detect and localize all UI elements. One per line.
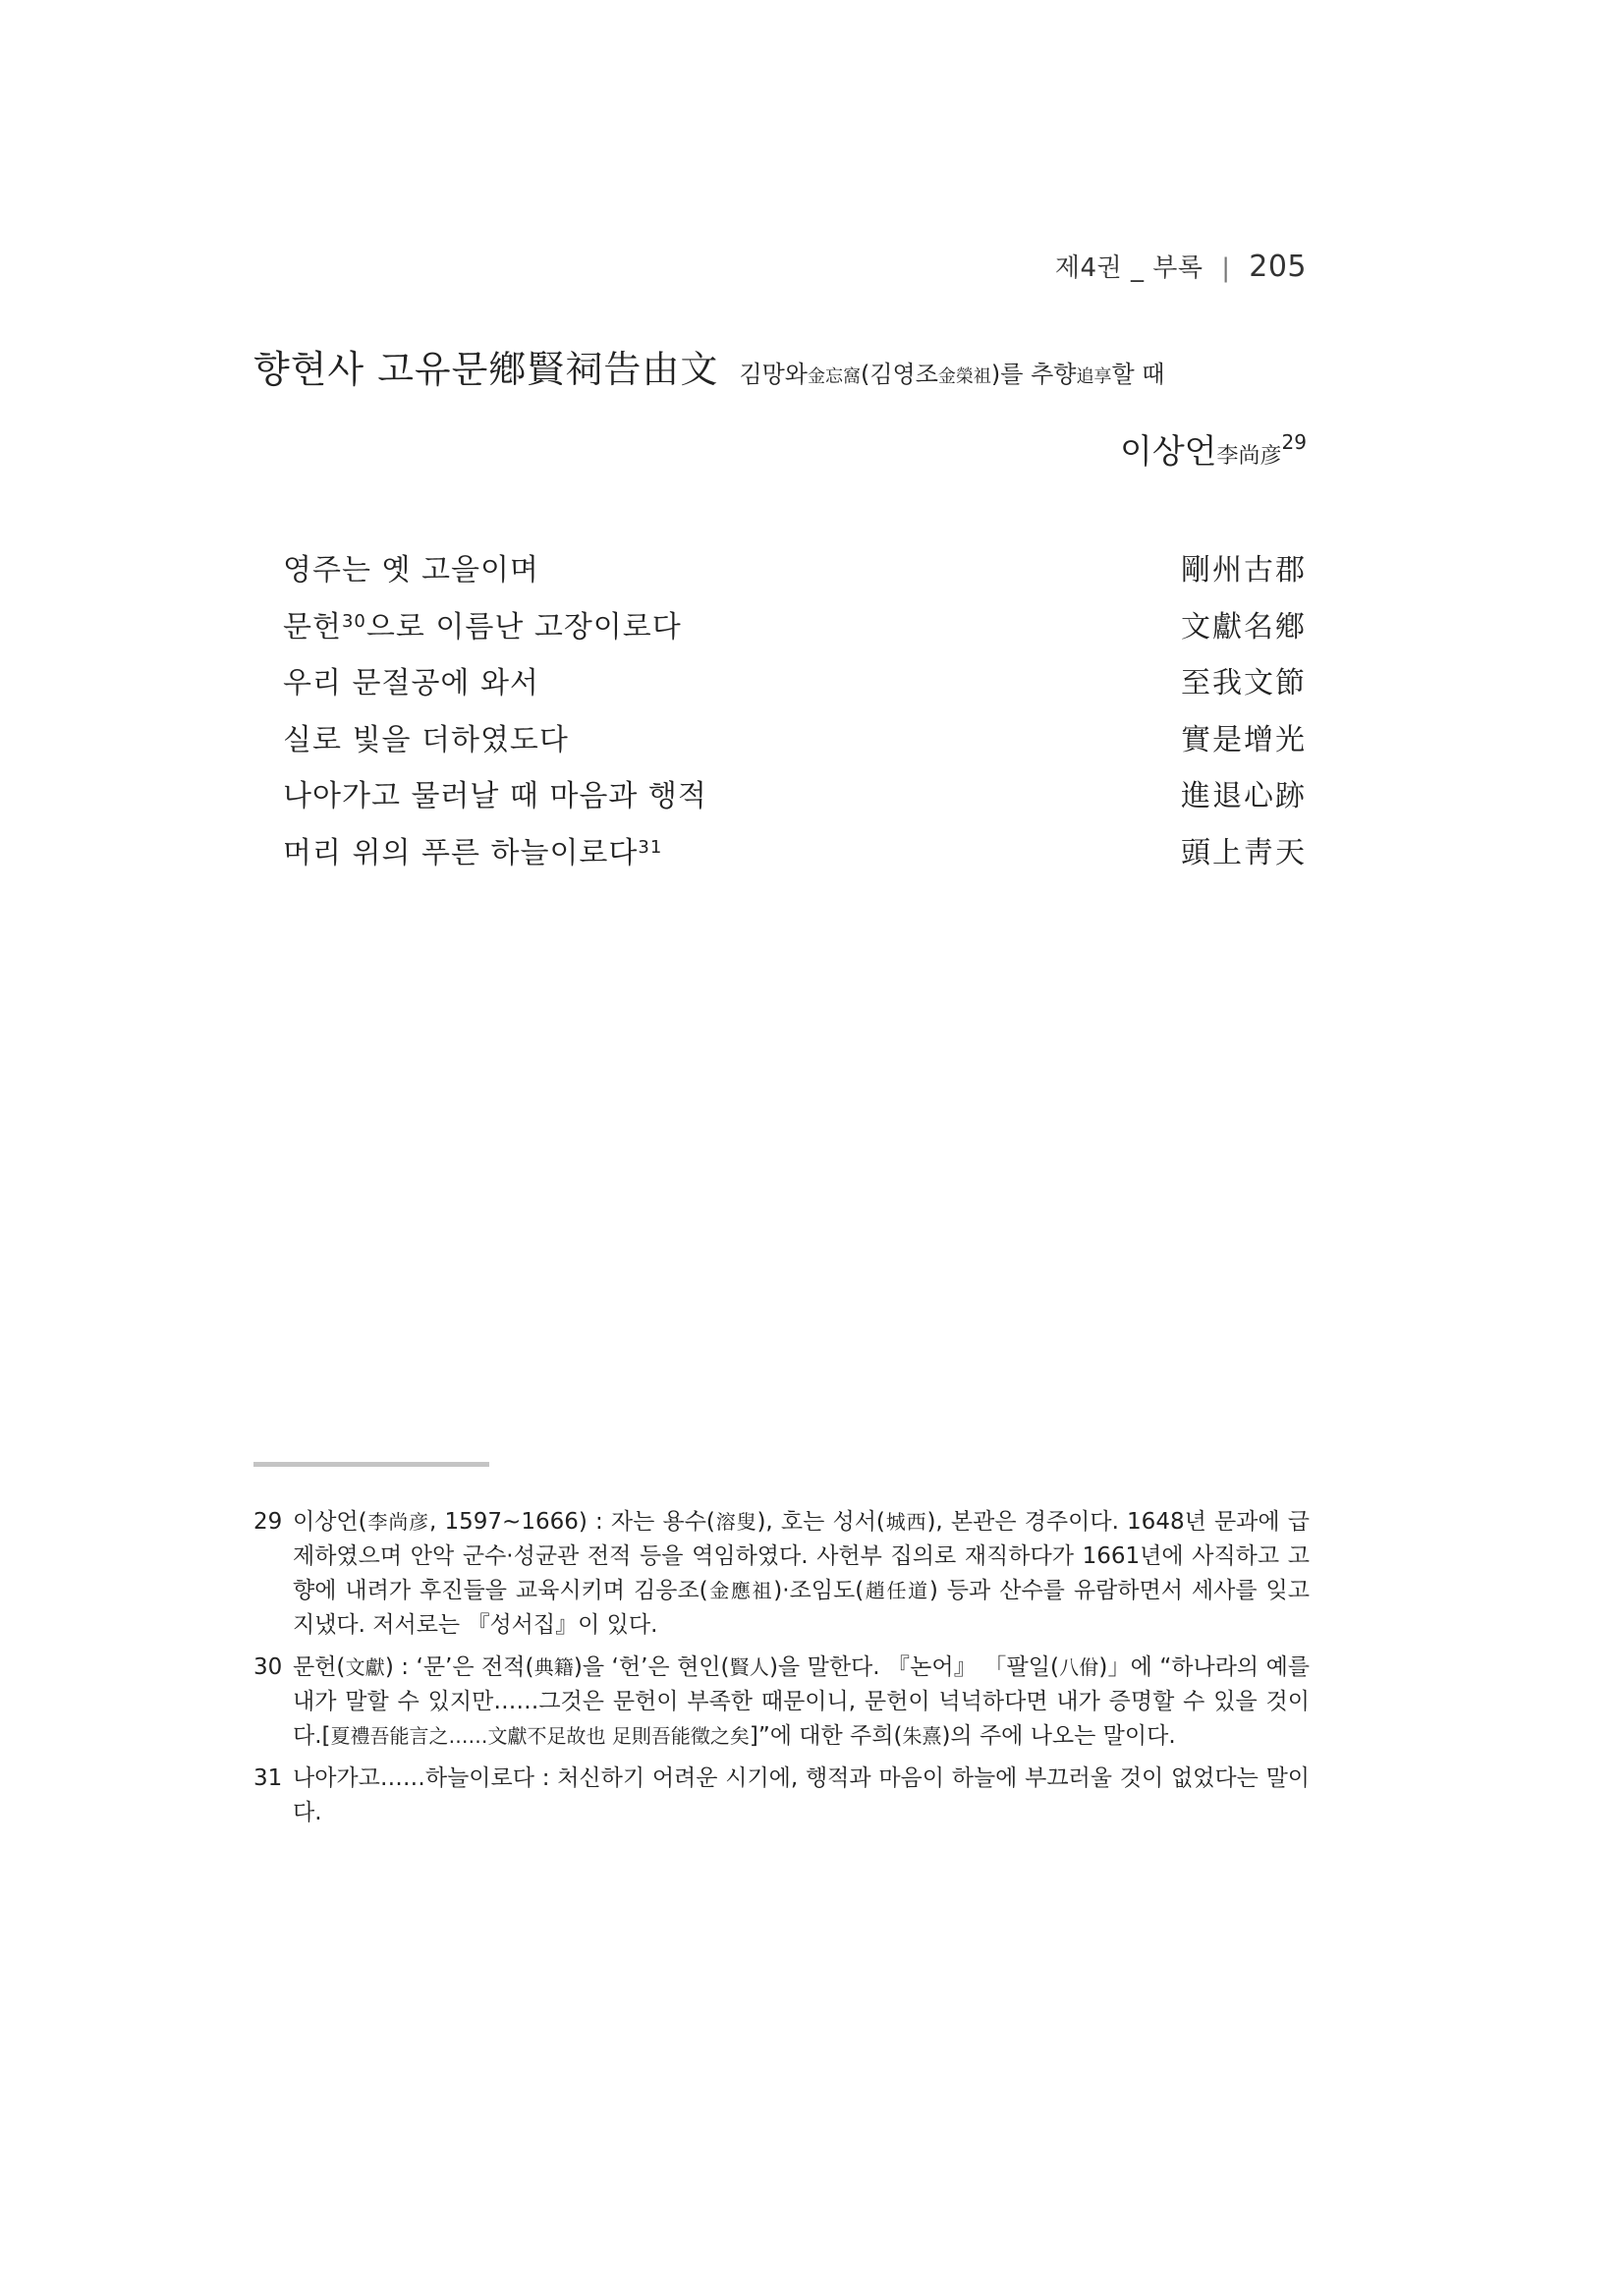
poem-hanja: 頭上靑天 [1181, 835, 1307, 870]
footnote-text: ) 등과 산수를 유람하면서 세사를 잊고 지냈다. 저서로는 『성서집』이 있다. [293, 1578, 1310, 1638]
footnote-text: )·조임도( [773, 1578, 865, 1603]
poem-text: 영주는 옛 고을이며 [283, 553, 539, 588]
poem-line [283, 602, 1307, 659]
footnote-number: 30 [253, 1654, 283, 1680]
footnotes [253, 1505, 1310, 1838]
title-hanja: 鄕賢祠告由文 [488, 348, 719, 391]
footnote-hanja: 賢人 [729, 1655, 769, 1679]
footnote-text: )의 주에 나오는 말이다. [941, 1723, 1176, 1749]
poem-line [283, 658, 1307, 715]
author-line [1120, 424, 1307, 473]
title-subtitle [739, 361, 1164, 388]
author-hanja: 李尚彦 [1216, 444, 1282, 469]
header-divider: | [1221, 253, 1231, 283]
section-label: _ 부록 [1130, 253, 1204, 283]
poem-korean [283, 771, 707, 814]
footnote-ref: 30 [341, 610, 366, 632]
footnote-29 [253, 1505, 1310, 1643]
poem-line [283, 771, 1307, 828]
poem-korean [283, 658, 539, 701]
footnote-hanja: 溶叟 [714, 1510, 757, 1534]
poem-hanja: 文獻名鄕 [1181, 609, 1307, 644]
subtitle-part: (김영조 [861, 361, 938, 388]
footnote-ref: 31 [638, 836, 663, 858]
running-header [1055, 248, 1307, 284]
footnote-number: 29 [253, 1509, 283, 1535]
footnote-hanja: 金應祖 [707, 1579, 774, 1602]
document-title [253, 339, 1315, 393]
poem-hanja: 剛州古郡 [1181, 553, 1307, 588]
footnote-text: )」에 “하나라의 예를 내가 말할 수 있지만……그것은 문헌이 부족한 때문이니, 문헌이 넉넉하다면 내가 증명할 수 있을 것이다.[ [293, 1654, 1311, 1749]
footnote-hanja: 八佾 [1058, 1655, 1099, 1679]
footnote-text: ), 호는 성서( [756, 1509, 885, 1535]
page-number: 205 [1249, 250, 1307, 284]
footnote-31 [253, 1762, 1310, 1830]
footnote-hanja: 文獻 [345, 1655, 385, 1679]
poem-hanja: 進退心跡 [1181, 779, 1307, 813]
subtitle-part: 김망와 [739, 361, 808, 388]
poem-hanja: 至我文節 [1181, 666, 1307, 700]
footnote-divider [253, 1462, 489, 1467]
footnote-text: ), 본관은 경주이다. 1648년 문과에 급제하였으며 안악 군수·성균관 전적 등을 역임하였다. 사헌부 집의로 재직하다가 1661년에 사직하고 고향에 내려가 후진들을 교육시키며 김응조( [293, 1509, 1310, 1603]
poem-hanja: 實是增光 [1181, 722, 1307, 757]
title-korean: 향현사 고유문 [253, 348, 489, 391]
footnote-text: , 1597~1666) : 자는 용수( [429, 1509, 715, 1535]
footnote-hanja: 夏禮吾能言之……文獻不足故也 足則吾能徵之矣 [330, 1724, 750, 1748]
title-main [253, 348, 718, 391]
footnote-hanja: 朱熹 [902, 1724, 942, 1748]
poem-text: 우리 문절공에 와서 [283, 666, 539, 700]
footnote-text: )을 ‘헌’은 현인( [573, 1654, 730, 1680]
footnote-text: )을 말한다. 『논어』 「팔일( [768, 1654, 1059, 1680]
poem-korean [283, 715, 569, 758]
poem-text: 으로 이름난 고장이로다 [365, 609, 682, 644]
subtitle-hanja: 金榮祖 [937, 366, 991, 387]
poem-text: 나아가고 물러날 때 마음과 행적 [283, 779, 707, 813]
poem [283, 545, 1307, 884]
poem-korean [283, 602, 682, 645]
footnote-text: ]”에 대한 주희( [749, 1723, 903, 1749]
volume-label: 제4권 [1054, 253, 1123, 283]
footnote-text: ) : ‘문’은 전적( [384, 1654, 534, 1680]
footnote-ref: 29 [1281, 430, 1307, 454]
footnote-hanja: 城西 [884, 1510, 927, 1534]
poem-text: 문헌 [283, 609, 342, 644]
footnote-hanja: 趙任道 [864, 1579, 929, 1602]
footnote-number: 31 [253, 1765, 283, 1791]
poem-line [283, 715, 1307, 772]
subtitle-part: )를 추향 [990, 361, 1077, 388]
footnote-hanja: 李尚彦 [366, 1510, 430, 1534]
footnote-hanja: 典籍 [533, 1655, 574, 1679]
subtitle-hanja: 金忘窩 [808, 366, 861, 387]
subtitle-hanja: 追享 [1076, 366, 1112, 387]
footnote-text: 이상언( [293, 1509, 367, 1535]
footnote-text: 나아가고……하늘이로다 : 처신하기 어려운 시기에, 행적과 마음이 하늘에 부끄러울 것이 없었다는 말이다. [293, 1765, 1310, 1825]
poem-korean [283, 545, 539, 588]
footnote-text: 문헌( [293, 1654, 346, 1680]
footnote-30 [253, 1651, 1310, 1754]
subtitle-part: 할 때 [1111, 361, 1165, 388]
author-name: 이상언 [1119, 432, 1217, 472]
poem-text: 실로 빛을 더하였도다 [283, 722, 569, 757]
poem-korean [283, 828, 662, 871]
poem-line [283, 545, 1307, 602]
poem-line [283, 828, 1307, 885]
poem-text: 머리 위의 푸른 하늘이로다 [283, 835, 639, 870]
